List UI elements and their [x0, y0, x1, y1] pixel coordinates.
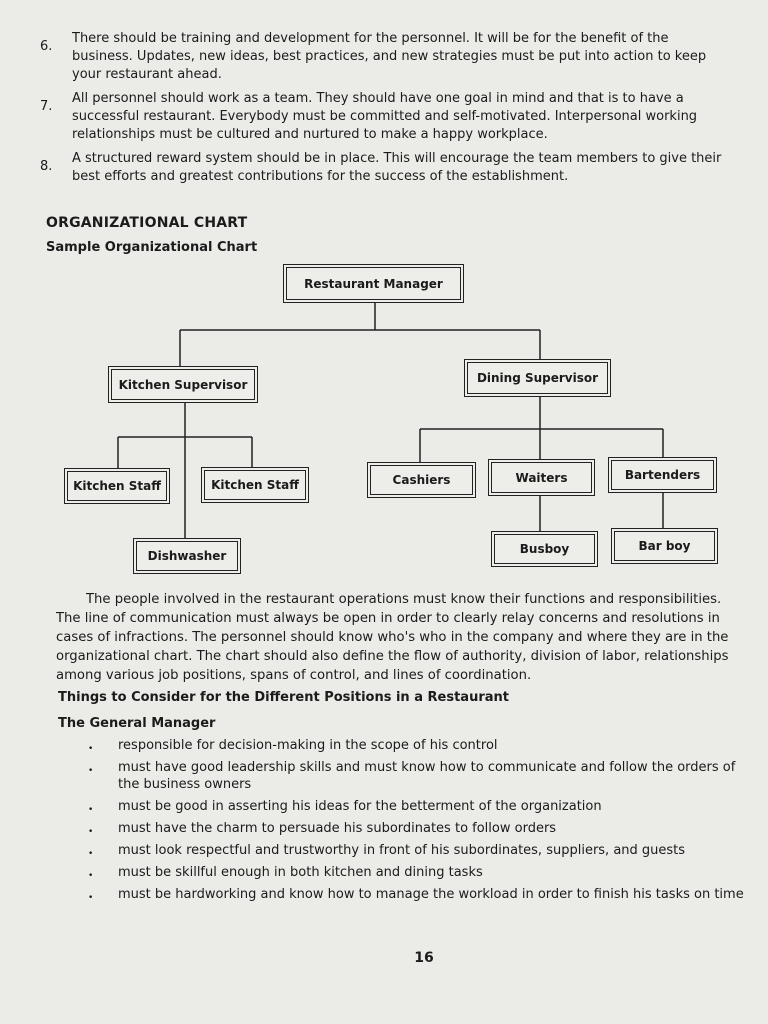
item-text: All personnel should work as a team. They should have one goal in mind and that is to have a successful restaurant. Everybody must be committed and self-motivated. Interpersonal working relationships must be cultured and nurtured to make a happy workplace.: [72, 91, 698, 142]
node-cashiers: Cashiers: [370, 465, 473, 495]
org-chart-heading: ORGANIZATIONAL CHART: [46, 215, 248, 231]
item-number: 7.: [40, 99, 53, 114]
item-text: There should be training and development for the personnel. It will be for the benefit of the business. Updates, new ideas, best practices, and new strategies must be put into action to keep your restaurant ahead.: [72, 31, 707, 82]
subsection-heading: The General Manager: [58, 716, 216, 731]
bullet-item: • responsible for decision-making in the scope of his control: [88, 737, 748, 754]
bullet-item: • must be skillful enough in both kitchen and dining tasks: [88, 864, 748, 881]
node-bar-boy: Bar boy: [614, 531, 715, 561]
sample-chart-heading: Sample Organizational Chart: [46, 240, 258, 255]
node-waiters: Waiters: [491, 462, 592, 493]
bullet-item: • must be good in asserting his ideas for the betterment of the organization: [88, 798, 748, 815]
page-number: 16: [414, 950, 434, 966]
bullet-item: • must look respectful and trustworthy in front of his subordinates, suppliers, and guests: [88, 842, 748, 859]
bullet-item: • must be hardworking and know how to manage the workload in order to finish his tasks on time: [88, 886, 748, 903]
gm-bullet-list: [88, 737, 748, 908]
node-bartenders: Bartenders: [611, 460, 714, 490]
node-dining-supervisor: Dining Supervisor: [467, 362, 608, 394]
body-paragraph: The people involved in the restaurant operations must know their functions and responsibilities. The line of communication must always be open in order to clearly relay concerns and resolutions in cases of infractions. The personnel should know who's who in the company and where they are in the organizational chart. The chart should also define the flow of authority, division of labor, relationships among various job positions, spans of control, and lines of coordination.: [56, 592, 729, 683]
node-dishwasher: Dishwasher: [136, 541, 238, 571]
node-restaurant-manager: Restaurant Manager: [286, 267, 461, 300]
node-busboy: Busboy: [494, 534, 595, 564]
bullet-item: • must have good leadership skills and must know how to communicate and follow the orders of the business owners: [88, 759, 748, 793]
node-kitchen-supervisor: Kitchen Supervisor: [111, 369, 255, 400]
node-kitchen-staff: Kitchen Staff: [67, 471, 167, 501]
item-number: 6.: [40, 39, 53, 54]
bullet-item: • must have the charm to persuade his subordinates to follow orders: [88, 820, 748, 837]
item-text: A structured reward system should be in place. This will encourage the team members to give their best efforts and greatest contributions for the success of the establishment.: [72, 151, 722, 184]
section-heading: Things to Consider for the Different Positions in a Restaurant: [58, 690, 509, 705]
node-kitchen-staff: Kitchen Staff: [204, 470, 306, 500]
item-number: 8.: [40, 159, 53, 174]
